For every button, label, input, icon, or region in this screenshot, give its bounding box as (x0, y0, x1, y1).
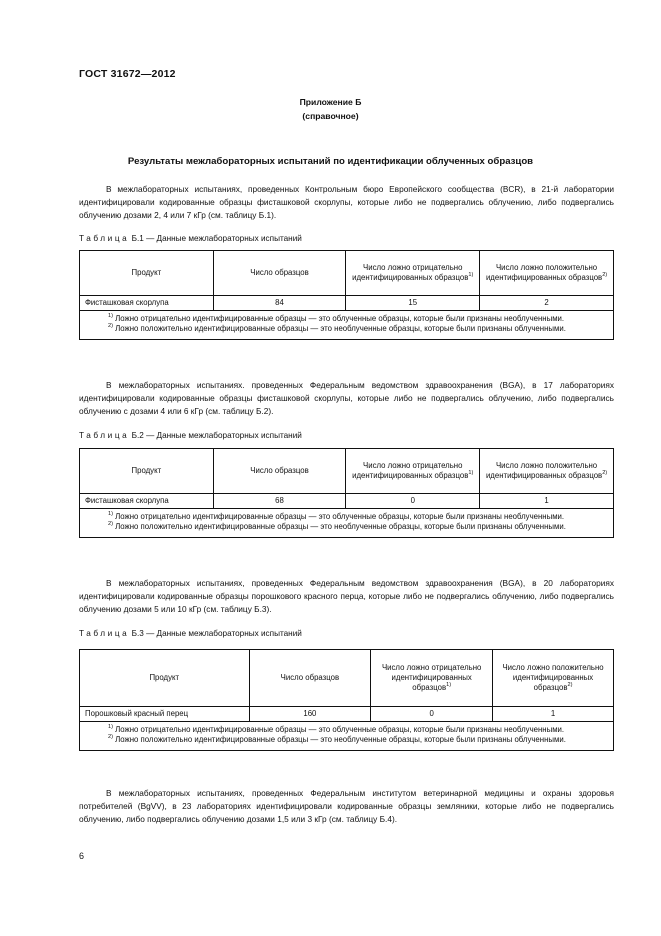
caption-text: Б.2 — Данные межлабораторных испытаний (129, 431, 302, 440)
table-footnotes (80, 311, 614, 340)
document-header: ГОСТ 31672—2012 (79, 68, 176, 80)
table-row (80, 494, 614, 509)
header-samples: Число образцов (213, 449, 346, 494)
cell-false-positive: 2 (480, 296, 614, 311)
header-text: Число ложно отрицательно идентифицированных образцов (352, 262, 469, 282)
table-row (80, 707, 614, 722)
cell-false-positive: 1 (480, 494, 614, 509)
caption-label: Таблица (79, 234, 130, 243)
header-false-positive (480, 449, 614, 494)
header-text: Число ложно положительно идентифицированных образцов (485, 460, 603, 480)
header-product: Продукт (80, 449, 214, 494)
caption-text: Б.1 — Данные межлабораторных испытаний (129, 234, 302, 243)
caption-text: Б.3 — Данные межлабораторных испытаний (129, 629, 302, 638)
table-footnotes (80, 509, 614, 538)
header-text: Число ложно отрицательно идентифицированных образцов (352, 460, 469, 480)
header-false-negative (346, 449, 480, 494)
footnote-text: Ложно положительно идентифицированные образцы — это необлученные образцы, которые были признаны облученными. (115, 324, 566, 334)
footnote-2 (86, 324, 607, 334)
cell-product: Фисташковая скорлупа (80, 296, 214, 311)
footnote-text: Ложно отрицательно идентифицированные образцы — это облученные образцы, которые были признаны необлученными. (115, 512, 565, 522)
footnote-ref: 1) (468, 470, 474, 476)
table-caption-1 (79, 234, 302, 245)
caption-label: Таблица (79, 629, 130, 638)
section-title: Результаты межлабораторных испытаний по идентификации облученных образцов (127, 156, 534, 167)
footnote-mark: 1) (108, 724, 113, 731)
footnote-text: Ложно отрицательно идентифицированные образцы — это облученные образцы, которые были признаны необлученными. (115, 314, 565, 324)
cell-false-positive: 1 (493, 707, 614, 722)
cell-product: Фисташковая скорлупа (80, 494, 214, 509)
table-caption-2 (79, 431, 302, 442)
paragraph-3: В межлабораторных испытаниях, проведенных Федеральным ведомством здравоохранения (BGA), в 20 лабораториях идентифицировали кодированные образцы порошкового красного перца, которые либо не подвергались облучению, либо подвергались облучению дозами 5 или 10 кГр (см. таблицу Б.3). (79, 578, 614, 615)
data-table-3 (79, 649, 614, 751)
cell-samples: 68 (213, 494, 346, 509)
footnote-mark: 1) (108, 313, 113, 320)
footnote-ref: 1) (446, 682, 452, 689)
footnote-text: Ложно положительно идентифицированные образцы — это необлученные образцы, которые были признаны облученными. (115, 735, 566, 745)
paragraph-2: В межлабораторных испытаниях. проведенных Федеральным ведомством здравоохранения (BGA), в 17 лабораториях идентифицировали кодированные образцы фисташковой скорлупы, которые либо не подвергались облучению, либо подвергались облучению с дозами 4 или 6 кГр (см. таблицу Б.2). (79, 380, 614, 417)
cell-false-negative: 0 (371, 707, 493, 722)
footnote-mark: 1) (108, 511, 113, 518)
header-text: Число ложно положительно идентифицированных образцов (485, 262, 603, 282)
paragraph-4: В межлабораторных испытаниях, проведенных Федеральным институтом ветеринарной медицины и охраны здоровья потребителей (BgVV), в 23 лабораториях идентифицировали кодированные образцы земляники, которые либо не подвергались облучению, либо подвергались облучению дозами 1,5 или 3 кГр (см. таблицу Б.4). (79, 788, 614, 825)
annex-title: Приложение Б (299, 97, 362, 107)
header-false-positive (493, 650, 614, 707)
cell-product: Порошковый красный перец (80, 707, 250, 722)
footnote-ref: 2) (567, 682, 573, 689)
footnote-ref: 1) (468, 272, 474, 278)
cell-samples: 84 (213, 296, 346, 311)
table-row (80, 296, 614, 311)
header-false-negative (346, 251, 480, 296)
table-caption-3 (79, 629, 302, 640)
footnote-mark: 2) (108, 734, 113, 741)
footnote-mark: 2) (108, 521, 113, 528)
data-table-1 (79, 250, 614, 340)
page-number: 6 (79, 851, 85, 861)
header-product: Продукт (80, 251, 214, 296)
footnote-1 (86, 725, 607, 735)
cell-false-negative: 0 (346, 494, 480, 509)
footnote-1 (86, 512, 607, 522)
footnote-1 (86, 314, 607, 324)
cell-samples: 160 (249, 707, 371, 722)
footnote-text: Ложно положительно идентифицированные образцы — это необлученные образцы, которые были признаны облученными. (115, 522, 566, 532)
header-text: Число ложно отрицательно идентифицированных образцов (381, 662, 482, 693)
annex-subtitle: (справочное) (302, 110, 359, 121)
footnote-2 (86, 522, 607, 532)
header-product: Продукт (80, 650, 250, 707)
header-samples: Число образцов (213, 251, 346, 296)
footnote-ref: 2) (602, 272, 608, 278)
footnote-text: Ложно отрицательно идентифицированные образцы — это облученные образцы, которые были признаны необлученными. (115, 725, 565, 735)
paragraph-1: В межлабораторных испытаниях, проведенных Контрольным бюро Европейского сообщества (BCR), в 21-й лаборатории идентифицировали кодированные образцы фисташковой скорлупы, которые либо не подвергались облучению, либо подвергались облучению дозами 2, 4 или 7 кГр (см. таблицу Б.1). (79, 184, 614, 221)
header-false-negative (371, 650, 493, 707)
caption-label: Таблица (79, 431, 130, 440)
cell-false-negative: 15 (346, 296, 480, 311)
data-table-2 (79, 448, 614, 538)
header-text: Число ложно положительно идентифицированных образцов (502, 662, 604, 693)
header-false-positive (480, 251, 614, 296)
annex-heading (0, 96, 661, 124)
footnote-mark: 2) (108, 323, 113, 330)
footnote-ref: 2) (602, 470, 608, 476)
table-footnotes (80, 722, 614, 751)
header-samples: Число образцов (249, 650, 371, 707)
footnote-2 (86, 735, 607, 745)
